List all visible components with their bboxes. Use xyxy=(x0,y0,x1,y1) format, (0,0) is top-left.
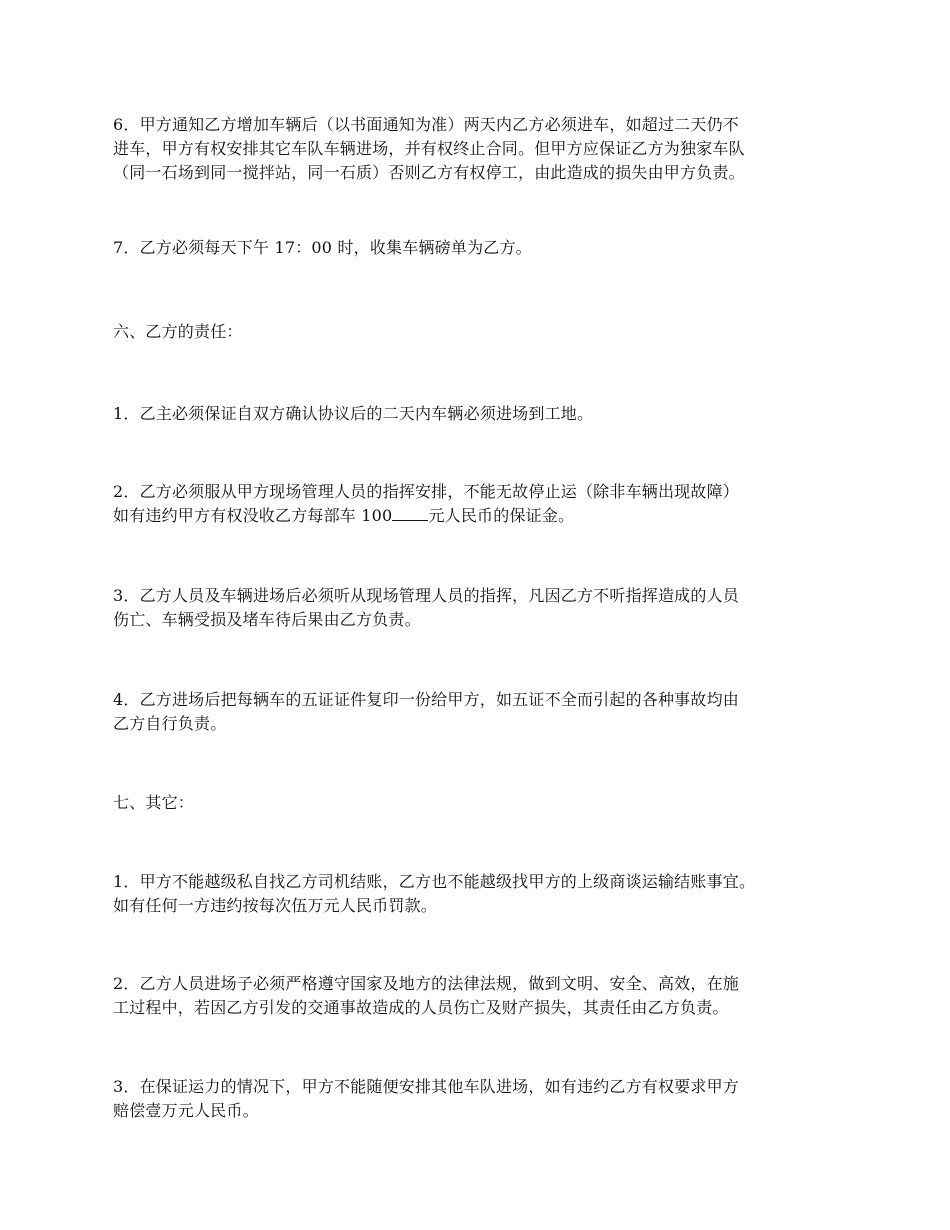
section-6-clause-4 xyxy=(113,688,841,736)
text-line: 4．乙方进场后把每辆车的五证证件复印一份给甲方，如五证不全而引起的各种事故均由 xyxy=(113,690,739,709)
section-7-clause-3 xyxy=(113,1075,841,1123)
text-line: 伤亡、车辆受损及堵车待后果由乙方负责。 xyxy=(113,610,421,629)
text-line: 乙方自行负责。 xyxy=(113,714,227,733)
section-6-clause-3 xyxy=(113,584,841,632)
heading-text: 七、其它： xyxy=(113,793,195,812)
section-7-clause-1 xyxy=(113,870,841,918)
section-7-heading xyxy=(113,791,841,815)
section-6-clause-2 xyxy=(113,480,841,528)
heading-text: 六、乙方的责任： xyxy=(113,322,243,341)
section-7-clause-2 xyxy=(113,972,841,1020)
clause-7-paragraph xyxy=(113,236,841,260)
text-line: 2．乙方人员进场子必须严格遵守国家及地方的法律法规，做到文明、安全、高效，在施 xyxy=(113,974,739,993)
text-line: 2．乙方必须服从甲方现场管理人员的指挥安排，不能无故停止运（除非车辆出现故障） xyxy=(113,482,739,501)
text-line: 如有任何一方违约按每次伍万元人民币罚款。 xyxy=(113,896,438,915)
text-line: 6．甲方通知乙方增加车辆后（以书面通知为准）两天内乙方必须进车，如超过二天仍不 xyxy=(113,115,739,134)
text-line: 7．乙方必须每天下午 17：00 时，收集车辆磅单为乙方。 xyxy=(113,238,532,257)
text-line: 进车，甲方有权安排其它车队车辆进场，并有权终止合同。但甲方应保证乙方为独家车队 xyxy=(113,139,745,158)
text-after-blank: 元人民币的保证金。 xyxy=(428,506,575,525)
text-line: 赔偿壹万元人民币。 xyxy=(113,1101,259,1120)
clause-6-paragraph xyxy=(113,113,841,185)
section-6-clause-1 xyxy=(113,402,841,426)
text-line: （同一石场到同一搅拌站，同一石质）否则乙方有权停工，由此造成的损失由甲方负责。 xyxy=(113,163,745,182)
section-6-heading xyxy=(113,320,841,344)
text-line: 工过程中，若因乙方引发的交通事故造成的人员伤亡及财产损失，其责任由乙方负责。 xyxy=(113,998,729,1017)
text-line: 1．甲方不能越级私自找乙方司机结账，乙方也不能越级找甲方的上级商谈运输结账事宜。 xyxy=(113,872,756,891)
text-line xyxy=(113,504,841,528)
text-line: 1．乙主必须保证自双方确认协议后的二天内车辆必须进场到工地。 xyxy=(113,404,594,423)
text-before-blank: 如有违约甲方有权没收乙方每部车 100 xyxy=(113,506,393,525)
text-line: 3．乙方人员及车辆进场后必须听从现场管理人员的指挥，凡因乙方不听指挥造成的人员 xyxy=(113,586,739,605)
text-line: 3．在保证运力的情况下，甲方不能随便安排其他车队进场，如有违约乙方有权要求甲方 xyxy=(113,1077,739,1096)
fill-in-blank xyxy=(392,504,428,521)
